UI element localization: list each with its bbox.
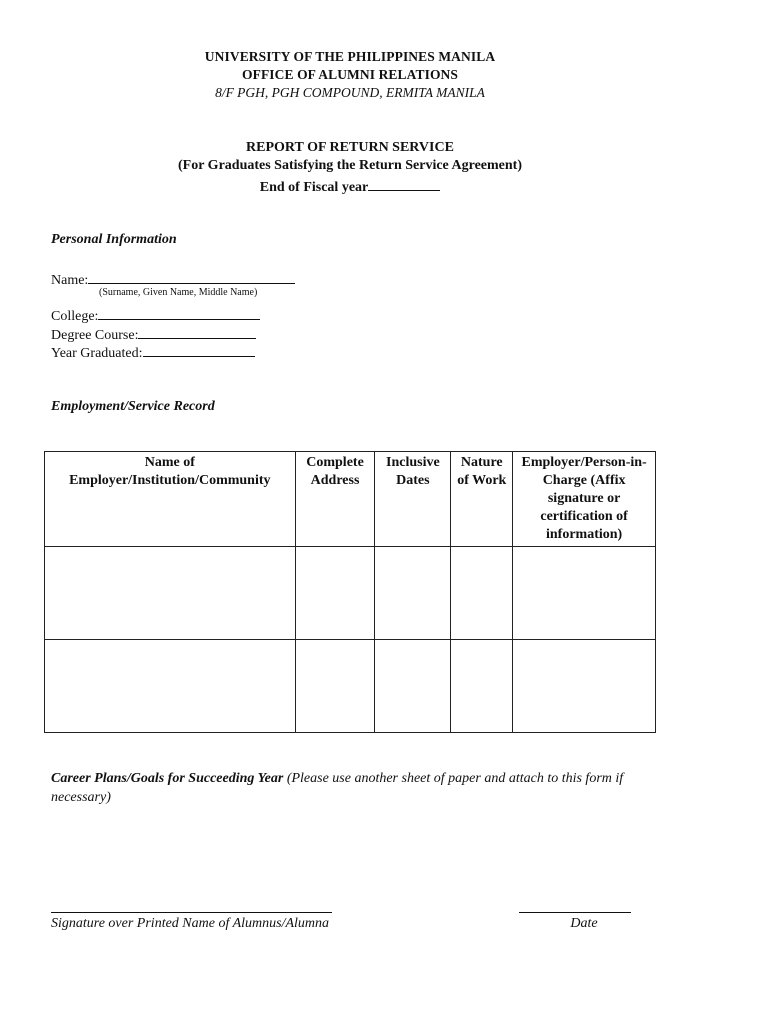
office-name: OFFICE OF ALUMNI RELATIONS [242,67,458,82]
degree-field[interactable] [138,325,256,339]
col-nature-header: Nature of Work [451,452,513,547]
college-row [51,306,260,325]
fiscal-year-label: End of Fiscal year [259,180,369,195]
signature-line[interactable] [51,912,332,913]
university-name: UNIVERSITY OF THE PHILIPPINES MANILA [204,49,496,64]
date-line[interactable] [519,912,631,913]
col-dates-header: Inclusive Dates [375,452,451,547]
college-field[interactable] [98,306,260,320]
table-cell[interactable] [451,547,513,640]
table-cell[interactable] [295,547,375,640]
table-cell[interactable] [513,640,656,733]
date-label: Date [570,916,598,931]
table-cell[interactable] [45,640,296,733]
personal-info-heading: Personal Information [51,232,177,247]
table-cell[interactable] [295,640,375,733]
name-field[interactable] [88,270,295,284]
year-label: Year Graduated: [51,346,143,361]
report-title: REPORT OF RETURN SERVICE [246,140,454,155]
table-cell[interactable] [513,547,656,640]
career-plans-note: (Please use another sheet of paper and attach to this form if necessary) [51,771,624,805]
office-address: 8/F PGH, PGH COMPOUND, ERMITA MANILA [215,85,485,100]
name-hint: (Surname, Given Name, Middle Name) [99,287,258,298]
table-cell[interactable] [375,547,451,640]
employment-table [44,451,656,733]
year-row [51,343,255,362]
degree-row [51,325,256,344]
col-employer-header: Name of Employer/Institution/Community [45,452,296,547]
signature-label: Signature over Printed Name of Alumnus/Alumna [51,916,330,931]
table-cell[interactable] [45,547,296,640]
fiscal-year-blank[interactable] [368,177,440,191]
table-cell[interactable] [375,640,451,733]
col-person-in-charge-header: Employer/Person-in-Charge (Affix signature or certification of information) [513,452,656,547]
year-field[interactable] [143,343,255,357]
fiscal-year-line [0,177,700,196]
table-cell[interactable] [451,640,513,733]
table-row [45,640,656,733]
table-row [45,547,656,640]
career-plans-block [51,769,641,807]
table-header-row [45,452,656,547]
degree-label: Degree Course: [51,328,139,343]
col-address-header: Complete Address [295,452,375,547]
report-subtitle: (For Graduates Satisfying the Return Service Agreement) [178,158,522,173]
name-label: Name: [51,273,89,288]
career-plans-heading: Career Plans/Goals for Succeeding Year [51,771,284,786]
employment-heading: Employment/Service Record [51,399,215,414]
college-label: College: [51,309,99,324]
